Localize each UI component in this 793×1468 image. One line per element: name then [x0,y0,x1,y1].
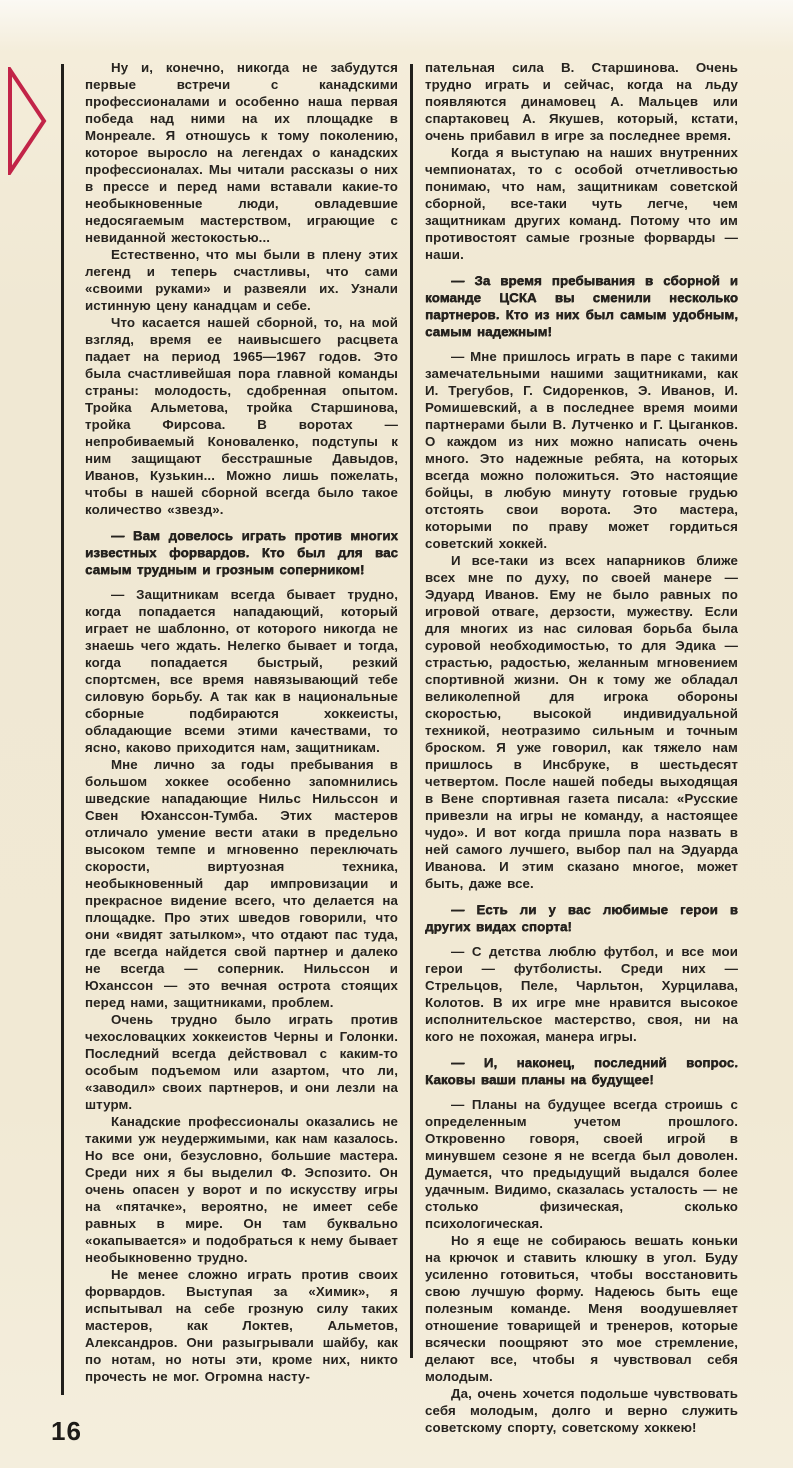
triangle-marker-icon [7,67,47,175]
left-column [85,59,398,1385]
article-paragraph: И все-таки из всех напарников ближе всех мне по духу, по своей манере — Эдуард Иванов. Ему не было равных по игровой отваге, дерзости, мужеству. Если для многих из нас силовая борьба была суровой необходимостью, то для Эдика — страстью, радостью, желанным мгновением спортивной жизни. Он к тому же обладал великолепной для игрока обороны скоростью, высокой индивидуальной техникой, неотразимо сильным и точным броском. Я уже говорил, как тяжело нам пришлось в Инсбруке, в шестьдесят четвертом. После нашей победы выходящая в Вене спортивная газета писала: «Русские привезли на игры не команду, а настоящее чудо». И вот когда пришла пора назвать в ней самого лучшего, выбор пал на Эдуарда Иванова. И этим сказано многое, может быть, даже все. [425,553,738,891]
article-paragraph: — Защитникам всегда бывает трудно, когда попадается нападающий, который играет не шаблонно, от которого никогда не знаешь чего ждать. Нелегко бывает и тогда, когда попадается быстрый, резкий спортсмен, все время навязывающий тебе силовую борьбу. А так как в национальные сборные подбираются хоккеисты, обладающие всеми этими качествами, то ясно, каково приходится нам, защитникам. [85,587,398,755]
article-paragraph: — Планы на будущее всегда строишь с определенным учетом прошлого. Откровенно говоря, своей игрой в минувшем сезоне я не всегда был доволен. Думается, что предыдущий выдался более удачным. Видимо, сказалась усталость — не столько физическая, сколько психологическая. [425,1097,738,1231]
column-divider-rule [410,64,413,1358]
left-vertical-rule [61,64,64,1395]
article-paragraph: пательная сила В. Старшинова. Очень трудно играть и сейчас, когда на льду появляются динамовец А. Мальцев или спартаковец А. Якушев, который, кстати, очень прибавил в игре за последнее время. [425,60,738,143]
article-paragraph: Не менее сложно играть против своих форвардов. Выступая за «Химик», я испытывал на себе грозную силу таких мастеров, как Локтев, Альметов, Александров. Они разыгрывали шайбу, как по нотам, но ноты эти, кроме них, никто прочесть не мог. Огромна насту- [85,1267,398,1384]
article-paragraph: Очень трудно было играть против чехословацких хоккеистов Черны и Голонки. Последний всегда действовал с каким-то особым подъемом или азартом, что ли, «заводил» своих партнеров, и они лезли на штурм. [85,1012,398,1112]
article-paragraph: — Мне пришлось играть в паре с такими замечательными нашими защитниками, как И. Трегубов, Г. Сидоренков, Э. Иванов, И. Ромишевский, а в последнее время моими партнерами были В. Лутченко и Г. Цыганков. О каждом из них можно написать очень много. Это надежные ребята, на которых всегда можно положиться. Это настоящие бойцы, в любую минуту готовые грудью отстоять свои ворота. Это мастера, которыми по праву может гордиться советский хоккей. [425,349,738,551]
article-paragraph: Что касается нашей сборной, то, на мой взгляд, время ее наивысшего расцвета падает на период 1965—1967 годов. Это была счастливейшая пора главной команды страны: молодость, сдобренная опытом. Тройка Альметова, тройка Старшинова, тройка Фирсова. В воротах — непробиваемый Коноваленко, подступы к ним защищают бесстрашные Давыдов, Иванов, Кузькин... Можно лишь пожелать, чтобы в нашей сборной всегда было такое количество «звезд». [85,315,398,517]
interview-question: — И, наконец, последний вопрос. Каковы ваши планы на будущее! [425,1055,738,1087]
triangle-marker-path [10,70,44,172]
article-paragraph: Когда я выступаю на наших внутренних чемпионатах, то с особой отчетливостью понимаю, что нам, защитникам советской сборной, все-таки чуть легче, чем защитникам других команд. Потому что им противостоят самые грозные форварды — наши. [425,145,738,262]
article-paragraph: Мне лично за годы пребывания в большом хоккее особенно запомнились шведские нападающие Нильс Нильссон и Свен Юханссон-Тумба. Этих мастеров отличало умение вести атаки в предельно высоком темпе и мгновенно переключать скорости, виртуозная техника, необыкновенный дар импровизации и прекрасное видение всего, что делается на площадке. Про этих шведов говорили, что они «видят затылком», что отдают пас туда, где всегда найдется свой партнер и далеко не всегда — соперник. Нильссон и Юханссон — это вечная острота стоящих перед нами, защитниками, проблем. [85,757,398,1010]
interview-question: — За время пребывания в сборной и команде ЦСКА вы сменили несколько партнеров. Кто из них был самым удобным, самым надежным! [425,273,738,339]
article-paragraph: — С детства люблю футбол, и все мои герои — футболисты. Среди них — Стрельцов, Пеле, Чарльтон, Хурцилава, Колотов. В их игре мне нравится высокое исполнительское мастерство, своя, ни на кого не похожая, манера игры. [425,944,738,1044]
article-paragraph: Естественно, что мы были в плену этих легенд и теперь счастливы, что сами «своими руками» и развеяли их. Узнали истинную цену канадцам и себе. [85,247,398,313]
article-paragraph: Но я еще не собираюсь вешать коньки на крючок и ставить клюшку в угол. Буду усиленно готовиться, чтобы восстановить свою лучшую форму. Надеюсь быть еще полезным команде. Меня воодушевляет отношение товарищей и тренеров, которые всячески поощряют это мое стремление, делают все, чтобы я чувствовал себя молодым. [425,1233,738,1384]
right-column [425,59,738,1436]
article-paragraph: Да, очень хочется подольше чувствовать себя молодым, долго и верно служить советскому спорту, советскому хоккею! [425,1386,738,1435]
interview-question: — Вам довелось играть против многих известных форвардов. Кто был для вас самым трудным и грозным соперником! [85,528,398,577]
article-paragraph: Ну и, конечно, никогда не забудутся первые встречи с канадскими профессионалами и особенно наша первая победа над ними на их площадке в Монреале. Я отношусь к тому поколению, которое выросло на легендах о канадских профессионалах. Мы читали рассказы о них в прессе и перед нами вставали какие-то необыкновенные люди, овладевшие недосягаемым мастерством, играющие с невиданной жестокостью... [85,60,398,245]
interview-question: — Есть ли у вас любимые герои в других видах спорта! [425,902,738,934]
article-paragraph: Канадские профессионалы оказались не такими уж неудержимыми, как нам казалось. Но все они, безусловно, большие мастера. Среди них я бы выделил Ф. Эспозито. Он очень опасен у ворот и по искусству игры на «пятачке», вероятно, не имеет себе равных в мире. Он там буквально «окапывается» и подобраться к нему бывает необыкновенно трудно. [85,1114,398,1265]
page-number: 16 [51,1416,82,1446]
